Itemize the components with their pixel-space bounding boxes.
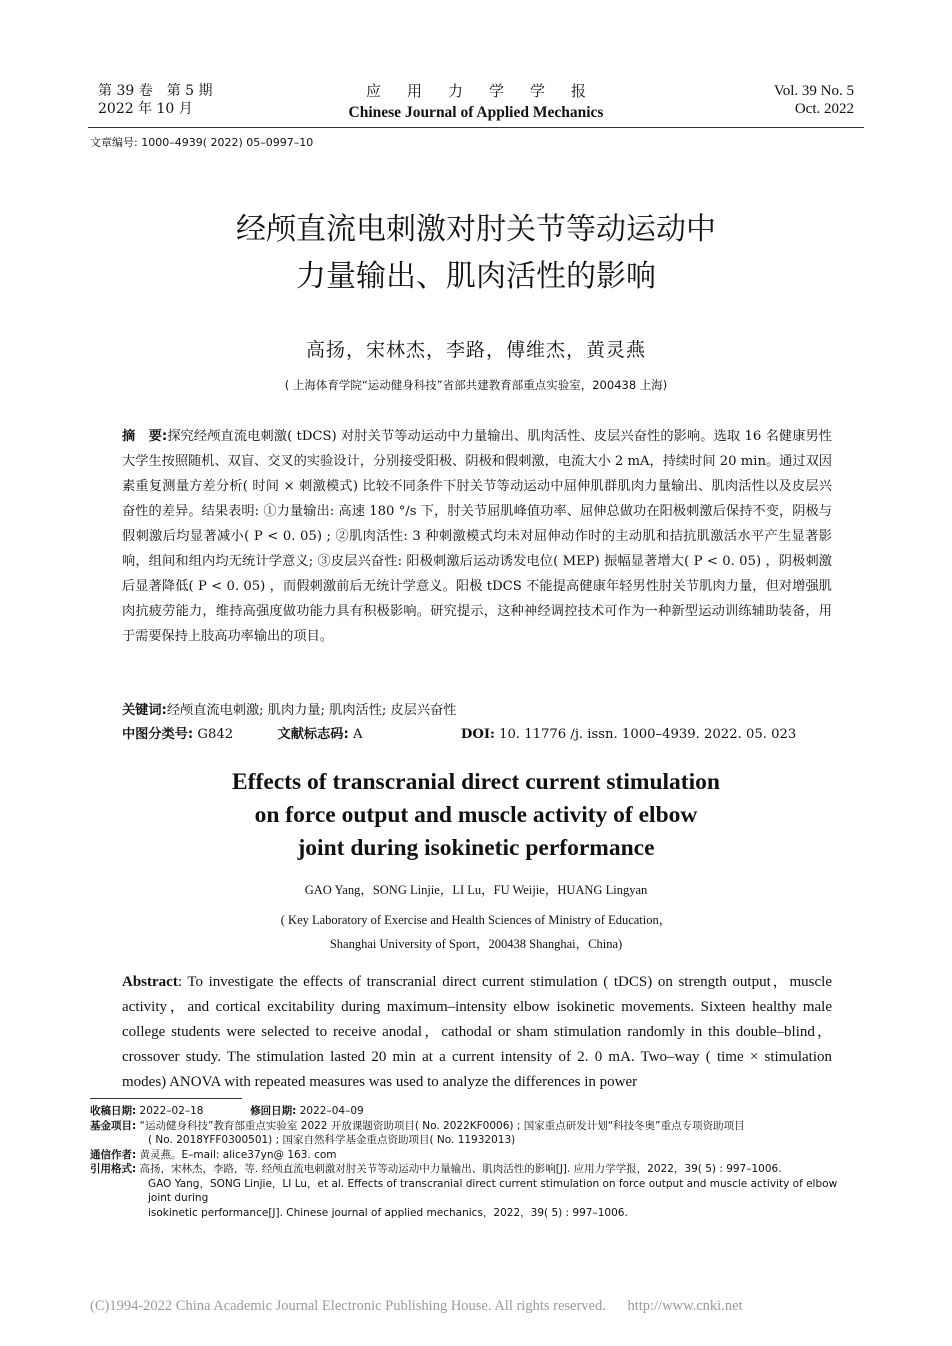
header-journal [300,80,652,122]
copyright-text: (C)1994-2022 China Academic Journal Electronic Publishing House. All rights reserved. [90,1298,606,1314]
footnote-citation [90,1162,862,1177]
header-rule [88,127,864,128]
fund-line1: “运动健身科技”教育部重点实验室 2022 开放课题资助项目( No. 2022KF0006) ; 国家重点研发计划“科技冬奥”重点专项资助项目 [139,1119,745,1132]
cite-line1: 高扬，宋林杰，李路，等. 经颅直流电刺激对肘关节等动运动中力量输出、肌肉活性的影响[J]. 应用力学学报，2022，39( 5) : 997–1006. [139,1163,782,1175]
doc-code-value: A [352,727,363,742]
received-label: 收稿日期: [90,1105,137,1117]
revised-date: 2022–04–09 [299,1105,364,1117]
header-volume-info [98,82,213,118]
header-volume-info-en [774,82,854,118]
authors-en: GAO Yang，SONG Linjie，LI Lu，FU Weijie，HUANG Lingyan [304,883,648,897]
affiliation-en [90,908,862,956]
fund-label: 基金项目: [90,1119,137,1132]
header-volume-issue-en: Vol. 39 No. 5 [773,83,854,99]
abstract-en-text: : To investigate the effects of transcranial direct current stimulation ( tDCS) on strength output，muscle activity，and cortical excitability during maximum–intensity elbow isokinetic movements. Sixteen healthy male college students were selected to receive anodal，cathodal or sham stimulation randomly in this double–blind，crossover study. The stimulation lasted 20 min at a current intensity of 2. 0 mA. Two–way ( time × stimulation modes) ANOVA with repeated measures was used to analyze the differences in power [122,974,832,1090]
header-volume-issue: 第 39 卷 第 5 期 [98,83,213,99]
cnki-url[interactable]: http://www.cnki.net [627,1298,743,1314]
clc-value: G842 [197,727,234,742]
clc-label: 中图分类号: [122,727,194,742]
corr-text: 黄灵燕。E–mail: alice37yn@ 163. com [139,1148,337,1161]
doi-label: DOI: [460,727,495,742]
footnotes [90,1104,862,1220]
received-date: 2022–02–18 [139,1105,204,1117]
title-cn [90,206,862,300]
abstract-en [122,970,832,1095]
keywords [122,700,832,722]
header-date-cn: 2022 年 10 月 [98,101,193,117]
journal-name-en: Chinese Journal of Applied Mechanics [348,104,604,121]
article-number: 文章编号: 1000–4939( 2022) 05–0997–10 [90,136,314,149]
abstract-cn [122,424,832,649]
corr-label: 通信作者: [90,1148,137,1161]
cite-label: 引用格式: [90,1163,137,1175]
affiliation-cn: ( 上海体育学院“运动健身科技”省部共建教育部重点实验室，200438 上海) [284,378,668,392]
classification-row [122,724,832,746]
doi-value: 10. 11776 /j. issn. 1000–4939. 2022. 05. 023 [499,727,797,742]
keywords-label: 关键词: [122,703,167,718]
footnote-dates [90,1104,862,1119]
authors-cn: 高扬，宋林杰，李路，傅维杰，黄灵燕 [305,339,646,361]
cite-line2: GAO Yang，SONG Linjie，LI Lu，et al. Effects of transcranial direct current stimulation on force output and muscle activity of elbow joint during [148,1177,838,1204]
journal-name-cn: 应用力学学报 [365,82,612,100]
keywords-text: 经颅直流电刺激; 肌肉力量; 肌肉活性; 皮层兴奋性 [166,703,457,718]
header-date-en: Oct. 2022 [794,101,854,117]
title-cn-line2: 力量输出、肌肉活性的影响 [296,259,656,294]
fund-line2: ( No. 2018YFF0300501) ; 国家自然科学基金重点资助项目( No. 11932013) [148,1134,516,1146]
footnote-corresponding [90,1148,862,1163]
revised-label: 修回日期: [250,1105,297,1117]
affiliation-en-line1: ( Key Laboratory of Exercise and Health Sciences of Ministry of Education， [280,913,672,927]
title-cn-line1: 经颅直流电刺激对肘关节等动运动中 [236,212,716,247]
abstract-en-label: Abstract [122,974,178,990]
title-en-line3: joint during isokinetic performance [297,835,655,861]
title-en [90,766,862,865]
footnote-fund [90,1119,862,1134]
cite-line3: isokinetic performance[J]. Chinese journal of applied mechanics，2022，39( 5) : 997–1006. [148,1206,628,1219]
affiliation-en-line2: Shanghai University of Sport，200438 Shanghai，China) [329,937,623,951]
abstract-cn-label: 摘 要: [122,429,168,444]
doc-code-label: 文献标志码: [277,727,349,742]
title-en-line2: on force output and muscle activity of elbow [254,802,698,828]
title-en-line1: Effects of transcranial direct current stimulation [232,769,720,795]
copyright-watermark [90,1298,862,1315]
abstract-cn-text: 探究经颅直流电刺激( tDCS) 对肘关节等动运动中力量输出、肌肉活性、皮层兴奋性的影响。选取 16 名健康男性大学生按照随机、双盲、交叉的实验设计，分别接受阳极、阴极和假刺激，电流大小 2 mA，持续时间 20 min。通过双因素重复测量方差分析( 时间 × 刺激模式) 比较不同条件下肘关节等动运动中屈伸肌群肌肉力量输出、肌肉活性以及皮层兴奋性的差异。结果表明: ①力量输出: 高速 180 °/s 下，肘关节屈肌峰值功率、屈伸总做功在阳极刺激后保持不变，阴极与假刺激后均显著减小( P < 0. 05) ; ②肌肉活性: 3 种刺激模式均未对屈伸动作时的主动肌和拮抗肌激活水平产生显著影响，组间和组内均无统计学意义; ③皮层兴奋性: 阳极刺激后运动诱发电位( MEP) 振幅显著增大( P < 0. 05) ，阴极刺激后显著降低( P < 0. 05) ，而假刺激前后无统计学意义。阳极 tDCS 不能提高健康年轻男性肘关节肌肉力量，但对增强肌肉抗疲劳能力，维持高强度做功能力具有积极影响。研究提示，这种神经调控技术可作为一种新型运动训练辅助装备，用于需要保持上肢高功率输出的项目。 [122,429,832,644]
footnote-rule [90,1098,242,1099]
